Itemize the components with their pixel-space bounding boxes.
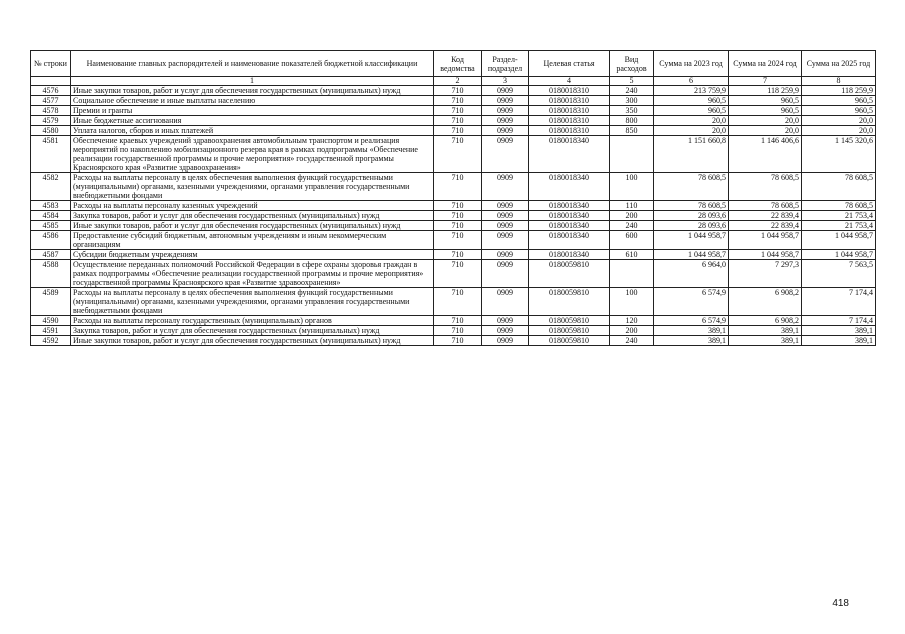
column-number-3: 3	[482, 77, 529, 86]
table-row	[31, 136, 876, 173]
amount-2024: 78 608,5	[729, 201, 802, 211]
amount-2023: 213 759,9	[654, 86, 729, 96]
amount-2024: 960,5	[729, 106, 802, 116]
table-row	[31, 211, 876, 221]
row-description: Иные бюджетные ассигнования	[71, 116, 434, 126]
target-article: 0180018340	[529, 211, 610, 221]
table-row	[31, 260, 876, 288]
expense-type: 100	[610, 288, 654, 316]
section-code: 0909	[482, 106, 529, 116]
amount-2023: 20,0	[654, 116, 729, 126]
row-description: Расходы на выплаты персоналу государственных (муниципальных) органов	[71, 316, 434, 326]
amount-2025: 7 174,4	[802, 288, 876, 316]
amount-2025: 118 259,9	[802, 86, 876, 96]
column-number-row	[31, 77, 876, 86]
table-row	[31, 126, 876, 136]
target-article: 0180059810	[529, 288, 610, 316]
column-header-6: Сумма на 2023 год	[654, 51, 729, 77]
expense-type: 120	[610, 316, 654, 326]
amount-2025: 21 753,4	[802, 211, 876, 221]
department-code: 710	[434, 316, 482, 326]
column-header-1: Наименование главных распорядителей и наименование показателей бюджетной классификации	[71, 51, 434, 77]
row-number: 4583	[31, 201, 71, 211]
expense-type: 100	[610, 173, 654, 201]
page-number: 418	[832, 598, 849, 609]
table-row	[31, 106, 876, 116]
target-article: 0180018310	[529, 86, 610, 96]
expense-type: 850	[610, 126, 654, 136]
column-header-2: Код ведомства	[434, 51, 482, 77]
row-number: 4582	[31, 173, 71, 201]
amount-2025: 1 044 958,7	[802, 231, 876, 250]
section-code: 0909	[482, 211, 529, 221]
table-row	[31, 250, 876, 260]
section-code: 0909	[482, 136, 529, 173]
table-row	[31, 288, 876, 316]
row-description: Закупка товаров, работ и услуг для обеспечения государственных (муниципальных) нужд	[71, 326, 434, 336]
table-row	[31, 326, 876, 336]
amount-2023: 78 608,5	[654, 173, 729, 201]
amount-2024: 1 146 406,6	[729, 136, 802, 173]
row-description: Обеспечение краевых учреждений здравоохранения автомобильным транспортом и реализация мероприятий по накоплению мобилизационного резерва края в рамках подпрограммы «Обеспечение реализации государственной программы и прочие мероприятия» государственной программы Красноярского края «Развитие здравоохранения»	[71, 136, 434, 173]
section-code: 0909	[482, 86, 529, 96]
amount-2025: 7 563,5	[802, 260, 876, 288]
section-code: 0909	[482, 96, 529, 106]
department-code: 710	[434, 231, 482, 250]
amount-2024: 20,0	[729, 116, 802, 126]
section-code: 0909	[482, 231, 529, 250]
expense-type: 350	[610, 106, 654, 116]
table-row	[31, 116, 876, 126]
row-description: Предоставление субсидий бюджетным, автономным учреждениям и иным некоммерческим организациям	[71, 231, 434, 250]
target-article: 0180018310	[529, 126, 610, 136]
amount-2023: 20,0	[654, 126, 729, 136]
row-description: Расходы на выплаты персоналу казенных учреждений	[71, 201, 434, 211]
column-number-2: 2	[434, 77, 482, 86]
target-article: 0180018340	[529, 250, 610, 260]
table-row	[31, 173, 876, 201]
amount-2023: 960,5	[654, 96, 729, 106]
department-code: 710	[434, 326, 482, 336]
amount-2025: 78 608,5	[802, 173, 876, 201]
department-code: 710	[434, 250, 482, 260]
row-description: Иные закупки товаров, работ и услуг для обеспечения государственных (муниципальных) нужд	[71, 221, 434, 231]
column-header-5: Вид расходов	[610, 51, 654, 77]
amount-2024: 1 044 958,7	[729, 250, 802, 260]
amount-2023: 1 044 958,7	[654, 250, 729, 260]
table-row	[31, 316, 876, 326]
amount-2025: 960,5	[802, 106, 876, 116]
amount-2023: 28 093,6	[654, 221, 729, 231]
expense-type: 240	[610, 221, 654, 231]
amount-2025: 389,1	[802, 336, 876, 346]
department-code: 710	[434, 221, 482, 231]
section-code: 0909	[482, 288, 529, 316]
row-description: Премии и гранты	[71, 106, 434, 116]
amount-2024: 6 908,2	[729, 316, 802, 326]
row-description: Расходы на выплаты персоналу в целях обеспечения выполнения функций государственными (муниципальными) органами, казенными учреждениями, органами управления государственными внебюджетными фондами	[71, 173, 434, 201]
row-number: 4577	[31, 96, 71, 106]
table-row	[31, 336, 876, 346]
column-number-5: 5	[610, 77, 654, 86]
amount-2024: 20,0	[729, 126, 802, 136]
column-header-0: № строки	[31, 51, 71, 77]
header-row	[31, 51, 876, 77]
amount-2023: 389,1	[654, 326, 729, 336]
expense-type: 600	[610, 231, 654, 250]
row-number: 4586	[31, 231, 71, 250]
amount-2024: 960,5	[729, 96, 802, 106]
column-number-7: 7	[729, 77, 802, 86]
department-code: 710	[434, 260, 482, 288]
department-code: 710	[434, 96, 482, 106]
department-code: 710	[434, 136, 482, 173]
amount-2025: 1 044 958,7	[802, 250, 876, 260]
amount-2023: 28 093,6	[654, 211, 729, 221]
expense-type	[610, 136, 654, 173]
amount-2025: 20,0	[802, 126, 876, 136]
section-code: 0909	[482, 260, 529, 288]
row-number: 4592	[31, 336, 71, 346]
target-article: 0180018340	[529, 173, 610, 201]
section-code: 0909	[482, 250, 529, 260]
column-number-0	[31, 77, 71, 86]
column-number-4: 4	[529, 77, 610, 86]
target-article: 0180059810	[529, 260, 610, 288]
section-code: 0909	[482, 116, 529, 126]
row-description: Уплата налогов, сборов и иных платежей	[71, 126, 434, 136]
row-number: 4580	[31, 126, 71, 136]
section-code: 0909	[482, 326, 529, 336]
section-code: 0909	[482, 201, 529, 211]
target-article: 0180018340	[529, 221, 610, 231]
row-description: Социальное обеспечение и иные выплаты населению	[71, 96, 434, 106]
row-number: 4578	[31, 106, 71, 116]
expense-type: 110	[610, 201, 654, 211]
amount-2023: 78 608,5	[654, 201, 729, 211]
section-code: 0909	[482, 316, 529, 326]
amount-2023: 389,1	[654, 336, 729, 346]
expense-type: 200	[610, 211, 654, 221]
target-article: 0180018310	[529, 106, 610, 116]
amount-2024: 1 044 958,7	[729, 231, 802, 250]
amount-2023: 1 151 660,8	[654, 136, 729, 173]
row-description: Расходы на выплаты персоналу в целях обеспечения выполнения функций государственными (муниципальными) органами, казенными учреждениями, органами управления государственными внебюджетными фондами	[71, 288, 434, 316]
department-code: 710	[434, 86, 482, 96]
expense-type: 300	[610, 96, 654, 106]
amount-2024: 118 259,9	[729, 86, 802, 96]
expense-type: 240	[610, 336, 654, 346]
section-code: 0909	[482, 126, 529, 136]
table-row	[31, 231, 876, 250]
table-row	[31, 201, 876, 211]
amount-2024: 389,1	[729, 336, 802, 346]
department-code: 710	[434, 106, 482, 116]
expense-type	[610, 260, 654, 288]
amount-2024: 22 839,4	[729, 221, 802, 231]
row-number: 4588	[31, 260, 71, 288]
table-row	[31, 86, 876, 96]
column-number-1: 1	[71, 77, 434, 86]
amount-2024: 7 297,3	[729, 260, 802, 288]
table-row	[31, 96, 876, 106]
target-article: 0180018340	[529, 231, 610, 250]
row-description: Закупка товаров, работ и услуг для обеспечения государственных (муниципальных) нужд	[71, 211, 434, 221]
department-code: 710	[434, 126, 482, 136]
target-article: 0180059810	[529, 336, 610, 346]
amount-2024: 389,1	[729, 326, 802, 336]
column-number-8: 8	[802, 77, 876, 86]
amount-2025: 1 145 320,6	[802, 136, 876, 173]
row-description: Осуществление переданных полномочий Российской Федерации в сфере охраны здоровья граждан в рамках подпрограммы «Обеспечение реализации государственной программы и прочие мероприятия» государственной программы Красноярского края «Развитие здравоохранения»	[71, 260, 434, 288]
amount-2023: 6 574,9	[654, 288, 729, 316]
amount-2025: 7 174,4	[802, 316, 876, 326]
column-number-6: 6	[654, 77, 729, 86]
department-code: 710	[434, 288, 482, 316]
amount-2023: 960,5	[654, 106, 729, 116]
table-row	[31, 221, 876, 231]
column-header-8: Сумма на 2025 год	[802, 51, 876, 77]
department-code: 710	[434, 201, 482, 211]
target-article: 0180018310	[529, 96, 610, 106]
target-article: 0180018340	[529, 201, 610, 211]
row-number: 4584	[31, 211, 71, 221]
section-code: 0909	[482, 221, 529, 231]
row-number: 4590	[31, 316, 71, 326]
amount-2023: 6 574,9	[654, 316, 729, 326]
row-number: 4585	[31, 221, 71, 231]
department-code: 710	[434, 173, 482, 201]
amount-2023: 1 044 958,7	[654, 231, 729, 250]
row-number: 4591	[31, 326, 71, 336]
amount-2024: 78 608,5	[729, 173, 802, 201]
table-body	[31, 86, 876, 346]
row-number: 4589	[31, 288, 71, 316]
amount-2025: 20,0	[802, 116, 876, 126]
department-code: 710	[434, 116, 482, 126]
target-article: 0180059810	[529, 326, 610, 336]
expense-type: 200	[610, 326, 654, 336]
budget-table	[30, 50, 876, 346]
amount-2025: 21 753,4	[802, 221, 876, 231]
row-number: 4579	[31, 116, 71, 126]
section-code: 0909	[482, 173, 529, 201]
row-description: Субсидии бюджетным учреждениям	[71, 250, 434, 260]
expense-type: 240	[610, 86, 654, 96]
amount-2024: 22 839,4	[729, 211, 802, 221]
amount-2024: 6 908,2	[729, 288, 802, 316]
department-code: 710	[434, 336, 482, 346]
amount-2025: 78 608,5	[802, 201, 876, 211]
amount-2023: 6 964,0	[654, 260, 729, 288]
amount-2025: 389,1	[802, 326, 876, 336]
expense-type: 610	[610, 250, 654, 260]
row-number: 4587	[31, 250, 71, 260]
target-article: 0180059810	[529, 316, 610, 326]
amount-2025: 960,5	[802, 96, 876, 106]
row-description: Иные закупки товаров, работ и услуг для обеспечения государственных (муниципальных) нужд	[71, 86, 434, 96]
row-description: Иные закупки товаров, работ и услуг для обеспечения государственных (муниципальных) нужд	[71, 336, 434, 346]
target-article: 0180018310	[529, 116, 610, 126]
department-code: 710	[434, 211, 482, 221]
expense-type: 800	[610, 116, 654, 126]
row-number: 4581	[31, 136, 71, 173]
column-header-3: Раздел-подраздел	[482, 51, 529, 77]
target-article: 0180018340	[529, 136, 610, 173]
column-header-4: Целевая статья	[529, 51, 610, 77]
section-code: 0909	[482, 336, 529, 346]
column-header-7: Сумма на 2024 год	[729, 51, 802, 77]
table-header	[31, 51, 876, 86]
row-number: 4576	[31, 86, 71, 96]
